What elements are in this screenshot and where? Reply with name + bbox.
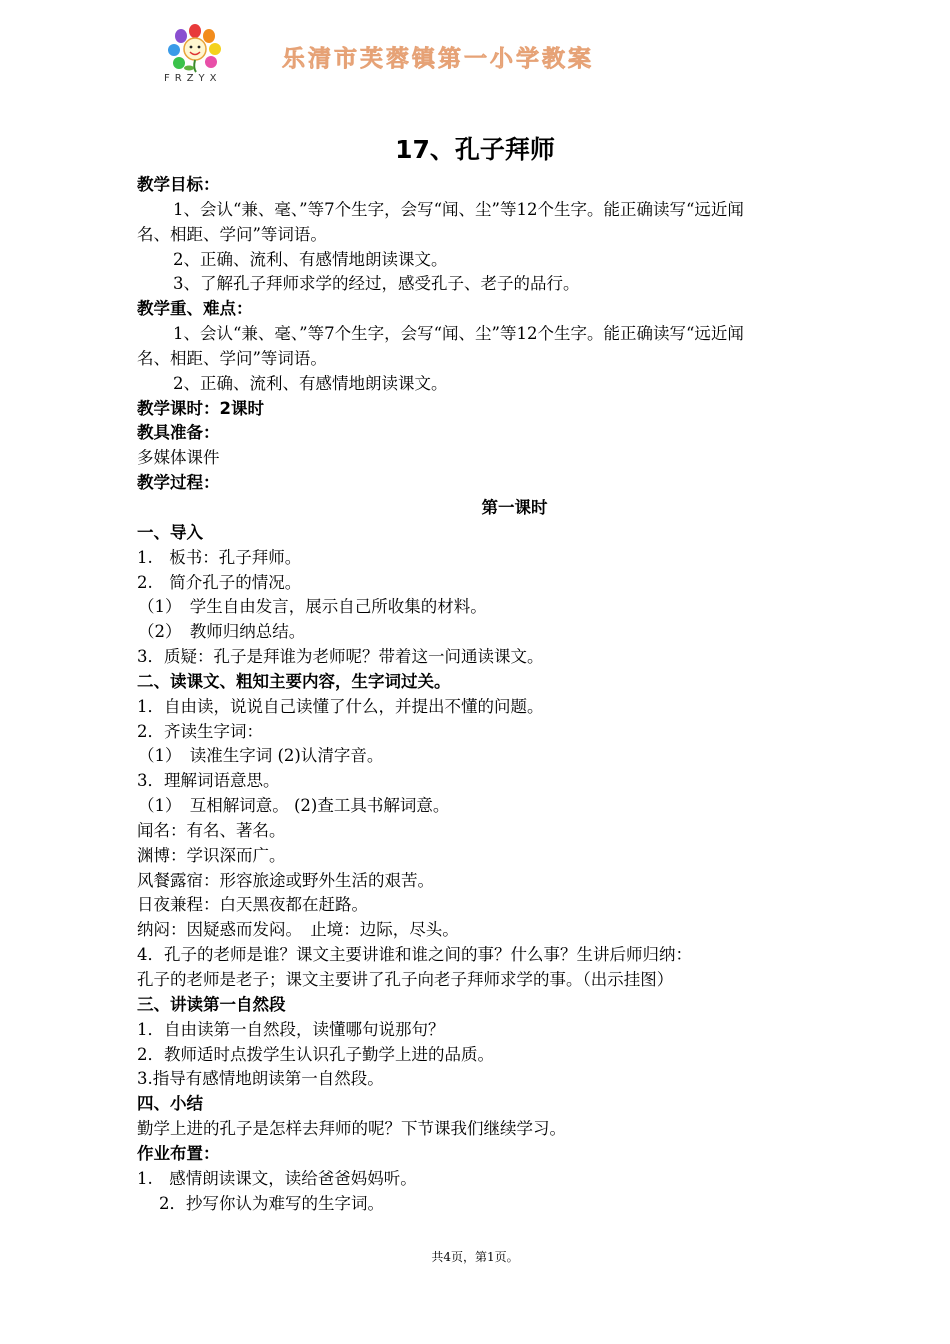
text-line: 2、正确、流利、有感情地朗读课文。 (173, 373, 448, 393)
lesson-title: 17、孔子拜师 (395, 135, 555, 164)
text-line: 1、会认“兼、毫、”等7个生字，会写“闻、尘”等12个生字。能正确读写“远近闻 (173, 324, 744, 344)
text-line: 2、正确、流利、有感情地朗读课文。 (173, 249, 448, 269)
text-line: （1） 学生自由发言，展示自己所收集的材料。 (138, 597, 487, 617)
text-line: 1、会认“兼、毫、”等7个生字，会写“闻、尘”等12个生字。能正确读写“远近闻 (173, 199, 744, 219)
text-line: （2） 教师归纳总结。 (138, 622, 306, 642)
text-line: 1. 感情朗读课文，读给爸爸妈妈听。 (137, 1168, 417, 1188)
text-line: 多媒体课件 (137, 448, 220, 468)
section-heading: 四、小结 (137, 1094, 203, 1114)
text-line: 渊博：学识深而广。 (137, 845, 286, 865)
section-heading: 教学过程： (137, 473, 220, 493)
text-line: （1） 读准生字词 (2)认清字音。 (138, 746, 384, 766)
school-header-title: 乐清市芙蓉镇第一小学教案 (282, 46, 594, 72)
section-heading: 第一课时 (481, 497, 548, 517)
section-heading: 二、读课文、粗知主要内容，生字词过关。 (137, 671, 451, 691)
section-heading: 教学重、难点： (137, 299, 253, 319)
text-line: 3．质疑：孔子是拜谁为老师呢？带着这一问通读课文。 (137, 647, 544, 667)
text-line: 3、了解孔子拜师求学的经过，感受孔子、老子的品行。 (173, 274, 580, 294)
text-line: 4．孔子的老师是谁？课文主要讲谁和谁之间的事？什么事？生讲后师归纳： (137, 945, 692, 965)
section-heading: 三、讲读第一自然段 (137, 994, 286, 1014)
text-line: 纳闷：因疑惑而发闷。 止境：边际，尽头。 (137, 920, 459, 940)
text-line: 闻名：有名、著名。 (137, 820, 286, 840)
section-heading: 教学目标： (137, 175, 220, 194)
text-line: 2．齐读生字词： (137, 721, 263, 741)
school-logo (160, 22, 230, 88)
page-footer: 共4页，第1页。 (431, 1250, 519, 1264)
logo-letters: FRZYX (164, 73, 222, 84)
text-line: 3．理解词语意思。 (137, 771, 280, 791)
text-line: 日夜兼程：白天黑夜都在赶路。 (137, 895, 368, 915)
text-line: 孔子的老师是老子；课文主要讲了孔子向老子拜师求学的事。（出示挂图） (137, 970, 674, 989)
text-line: 3.指导有感情地朗读第一自然段。 (137, 1069, 384, 1089)
lesson-body (137, 173, 862, 1216)
text-line: 1．自由读，说说自己读懂了什么，并提出不懂的问题。 (137, 696, 544, 716)
section-heading: 教具准备： (137, 423, 220, 443)
text-line: 1. 板书：孔子拜师。 (137, 547, 302, 567)
section-heading: 一、导入 (137, 522, 203, 542)
text-line: 勤学上进的孔子是怎样去拜师的呢？下节课我们继续学习。 (137, 1119, 566, 1139)
text-line: （1） 互相解词意。 (2)查工具书解词意。 (138, 796, 450, 816)
text-line: 风餐露宿：形容旅途或野外生活的艰苦。 (137, 870, 434, 890)
text-line: 2. 简介孔子的情况。 (137, 572, 302, 592)
text-line: 名、相距、学问”等词语。 (137, 348, 327, 368)
section-heading: 教学课时：2课时 (137, 398, 264, 418)
text-line: 1．自由读第一自然段，读懂哪句说那句？ (137, 1019, 445, 1039)
text-line: 2．教师适时点拨学生认识孔子勤学上进的品质。 (137, 1044, 494, 1064)
section-heading: 作业布置： (137, 1143, 220, 1163)
text-line: 2．抄写你认为难写的生字词。 (159, 1193, 384, 1213)
text-line: 名、相距、学问”等词语。 (137, 224, 327, 244)
